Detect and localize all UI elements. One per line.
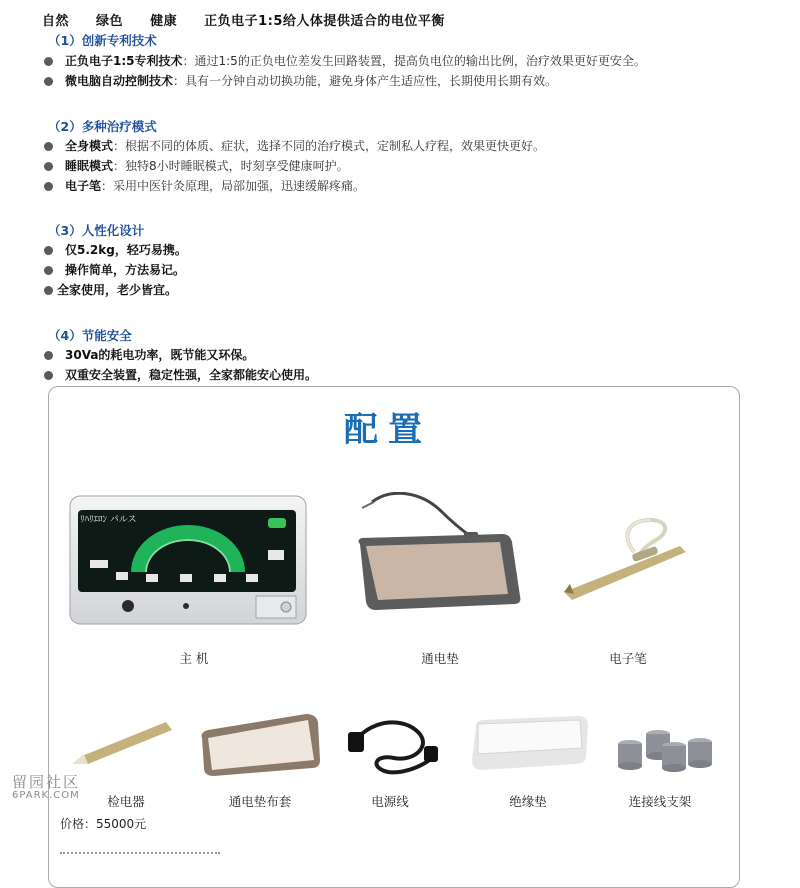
bullet-dot-icon (44, 57, 53, 66)
item-label-pen: 电子笔 (609, 651, 647, 666)
item-label-insulation-mat: 绝缘垫 (509, 794, 547, 809)
power-cord-image (344, 712, 440, 776)
section-title-1: （1）创新专利技术 (48, 33, 157, 48)
electronic-pen-image (560, 514, 700, 604)
bullet-dot-icon (44, 351, 53, 360)
config-title: 配置 (344, 410, 432, 450)
bullet-item: 仅5.2kg，轻巧易携。 (44, 241, 187, 258)
bullet-item: 微电脑自动控制技术：具有一分钟自动切换功能，避免身体产生适应性，长期使用长期有效。 (44, 72, 557, 89)
bullet-dot-icon (44, 142, 53, 151)
bullet-item: 睡眠模式：独特8小时睡眠模式，时刻享受健康呵护。 (44, 157, 349, 174)
pad-cover-image (198, 712, 322, 778)
section-title-3: （3）人性化设计 (48, 223, 145, 238)
headline (42, 10, 467, 29)
item-label-main-unit: 主 机 (179, 651, 209, 666)
price-text: 价格：55000元 (60, 817, 147, 831)
bullet-item: 正负电子1:5专利技术：通过1:5的正负电位差发生回路装置，提高负电位的输出比例，治疗效果更好更安全。 (44, 52, 646, 69)
bullet-item: 电子笔：采用中医针灸原理，局部加强，迅速缓解疼痛。 (44, 177, 365, 194)
pad-image (352, 492, 524, 614)
headline-word-2: 绿色 (96, 14, 124, 29)
item-label-pad-cover: 通电垫布套 (228, 794, 292, 809)
watermark-site: 6PARK.COM (12, 790, 80, 801)
bullet-dot-icon (44, 162, 53, 171)
tester-image (70, 714, 174, 770)
item-label-pad: 通电垫 (421, 651, 459, 666)
bullet-dot-icon (44, 286, 53, 295)
bullet-dot-icon (44, 77, 53, 86)
bullet-item: 全家使用，老少皆宜。 (44, 281, 177, 298)
bullet-item: 30Va的耗电功率，既节能又环保。 (44, 346, 254, 363)
bullet-dot-icon (44, 246, 53, 255)
item-label-cable-holder: 连接线支架 (628, 794, 692, 809)
insulation-mat-image (468, 714, 592, 772)
section-title-4: （4）节能安全 (48, 328, 132, 343)
section-title-2: （2）多种治疗模式 (48, 119, 157, 134)
config-box (48, 386, 740, 888)
headline-word-1: 自然 (42, 14, 70, 29)
watermark-logo: 留园社区 (12, 773, 81, 791)
item-label-tester: 检电器 (107, 794, 145, 809)
device-brand-label: ﾘﾊﾘｴﾛﾝ パルス (80, 515, 137, 525)
cable-holder-image (610, 720, 720, 776)
headline-word-3: 健康 (150, 14, 178, 29)
bullet-item: 全身模式：根据不同的体质、症状，选择不同的治疗模式，定制私人疗程，效果更快更好。 (44, 137, 545, 154)
cropped-text-line (60, 852, 220, 862)
bullet-item: 操作简单，方法易记。 (44, 261, 185, 278)
bullet-item: 双重安全装置，稳定性强，全家都能安心使用。 (44, 366, 317, 383)
bullet-dot-icon (44, 266, 53, 275)
headline-slogan: 正负电子1:5给人体提供适合的电位平衡 (204, 14, 445, 29)
item-label-power-cord: 电源线 (371, 794, 409, 809)
bullet-dot-icon (44, 371, 53, 380)
bullet-dot-icon (44, 182, 53, 191)
